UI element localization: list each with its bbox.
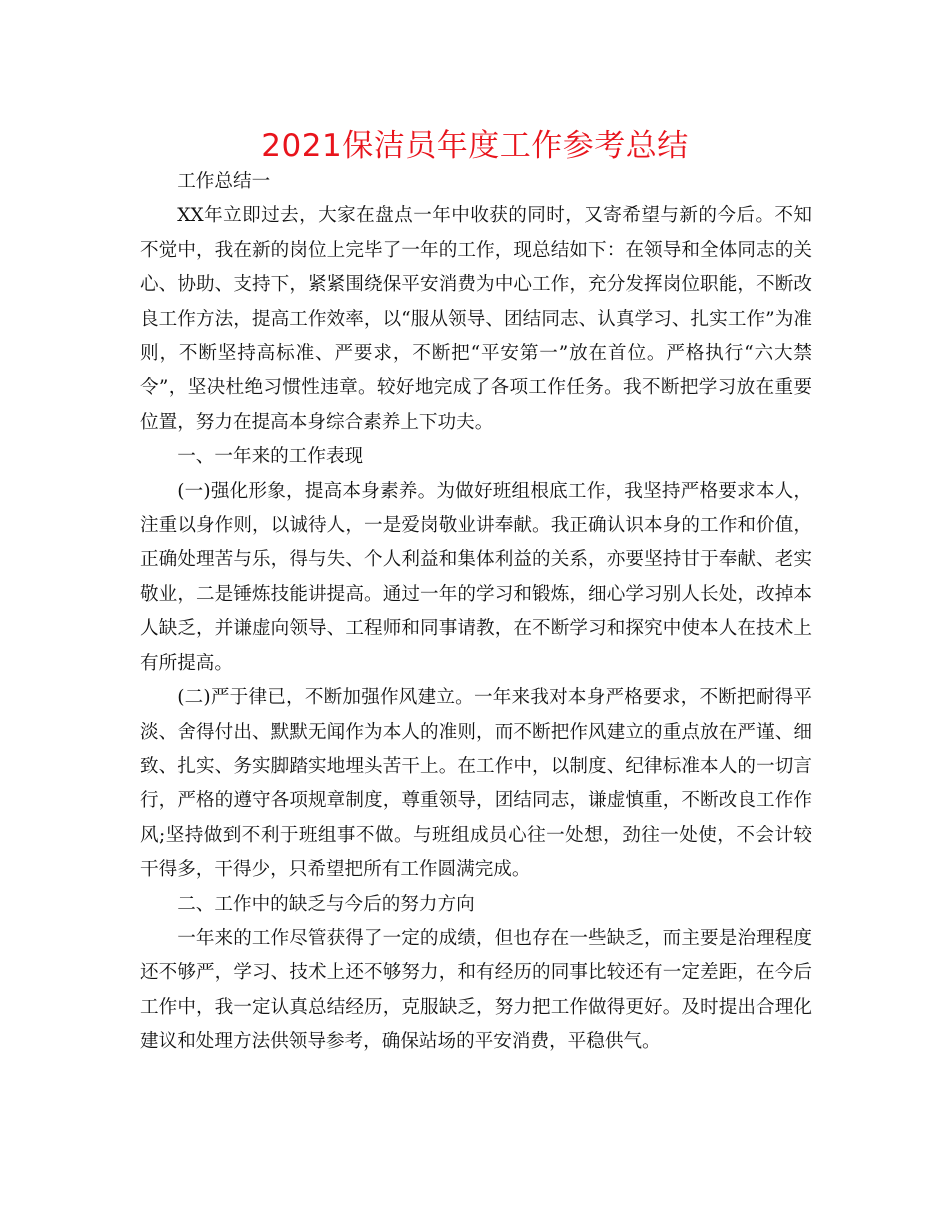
section-heading-shortcomings: 二、工作中的缺乏与今后的努力方向 bbox=[177, 893, 475, 915]
section-heading-summary-one: 工作总结一 bbox=[177, 171, 271, 192]
paragraph-image-quality: (一)强化形象，提高本身素养。为做好班组根底工作，我坚持严格要求本人，注重以身作则，以诚待人，一是爱岗敬业讲奉献。我正确认识本身的工作和价值，正确处理苦与乐，得与失、个人利益和集体利益的关系，亦要坚持甘于奉献、老实敬业，二是锤炼技能讲提高。通过一年的学习和锻炼，细心学习别人长处，改掉本人缺乏，并谦虚向领导、工程师和同事请教，在不断学习和探究中使本人在技术上有所提高。 bbox=[140, 480, 812, 674]
document-body bbox=[140, 165, 812, 1060]
section-heading-performance: 一、一年来的工作表现 bbox=[177, 446, 364, 468]
document-title: 2021保洁员年度工作参考总结 bbox=[261, 128, 689, 164]
paragraph-discipline: (二)严于律已，不断加强作风建立。一年来我对本身严格要求，不断把耐得平淡、舍得付出、默默无闻作为本人的准则，而不断把作风建立的重点放在严谨、细致、扎实、务实脚踏实地埋头苦干上。在工作中，以制度、纪律标准本人的一切言行，严格的遵守各项规章制度，尊重领导，团结同志，谦虚慎重，不断改良工作作风;坚持做到不利于班组事不做。与班组成员心往一处想，劲往一处使，不会计较干得多，干得少，只希望把所有工作圆满完成。 bbox=[140, 687, 812, 881]
paragraph-conclusion: 一年来的工作尽管获得了一定的成绩，但也存在一些缺乏，而主要是治理程度还不够严，学习、技术上还不够努力，和有经历的同事比较还有一定差距，在今后工作中，我一定认真总结经历，克服缺乏，努力把工作做得更好。及时提出合理化建议和处理方法供领导参考，确保站场的平安消费，平稳供气。 bbox=[140, 927, 812, 1053]
paragraph-intro: XX年立即过去，大家在盘点一年中收获的同时，又寄希望与新的今后。不知不觉中，我在新的岗位上完毕了一年的工作，现总结如下：在领导和全体同志的关心、协助、支持下，紧紧围绕保平安消费为中心工作，充分发挥岗位职能，不断改良工作方法，提高工作效率，以“服从领导、团结同志、认真学习、扎实工作”为准则，不断坚持高标准、严要求，不断把“平安第一”放在首位。严格执行“六大禁令”，坚决杜绝习惯性违章。较好地完成了各项工作任务。我不断把学习放在重要位置，努力在提高本身综合素养上下功夫。 bbox=[140, 205, 812, 433]
